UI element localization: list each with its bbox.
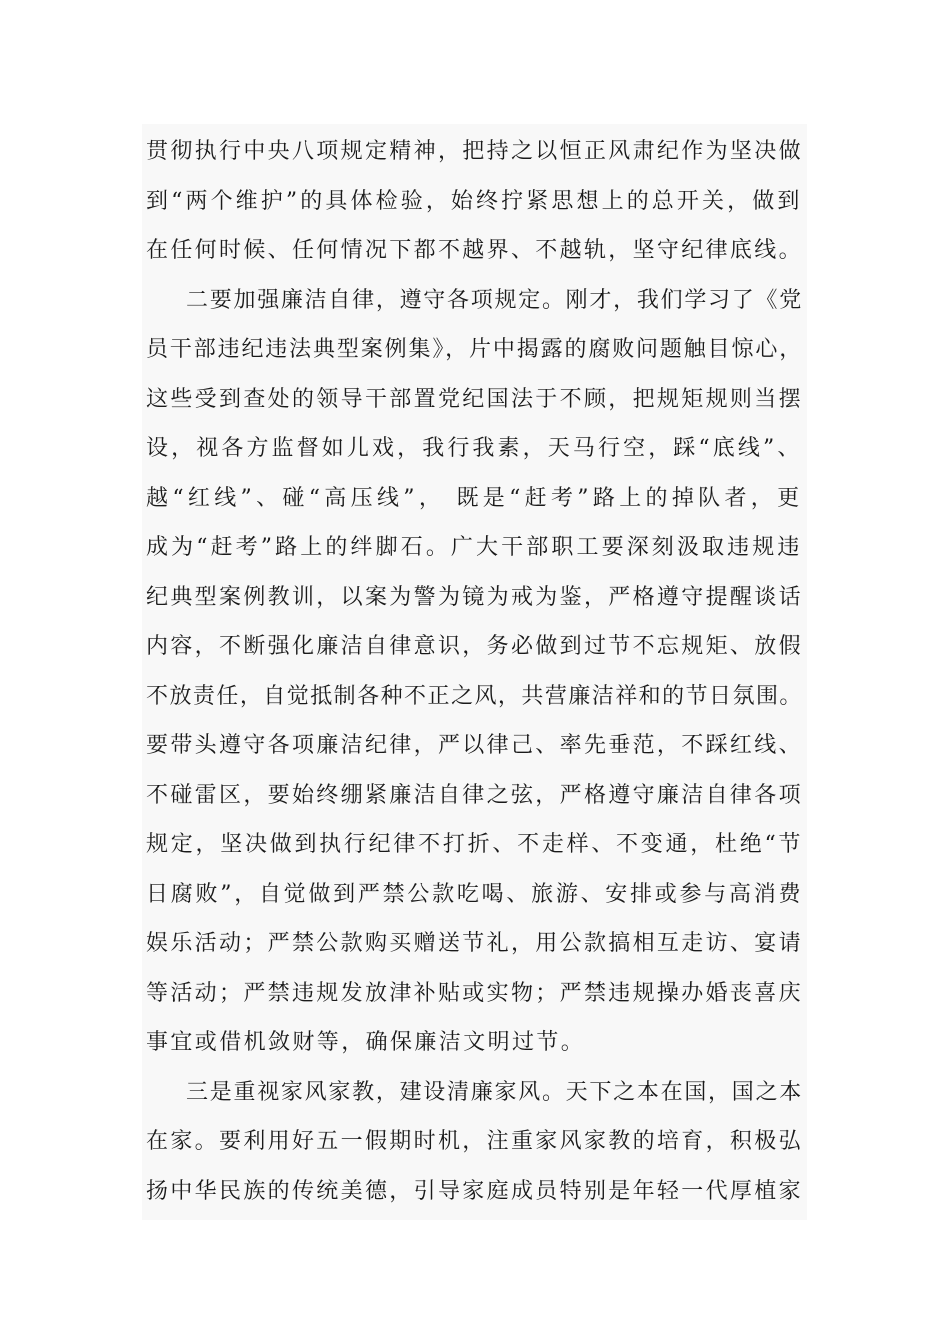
text-line: 纪典型案例教训，以案为警为镜为戒为鉴，严格遵守提醒谈话 bbox=[146, 585, 803, 610]
text-line: 在家。要利用好五一假期时机，注重家风家教的培育，积极弘 bbox=[146, 1129, 803, 1154]
text-line: 等活动；严禁违规发放津补贴或实物；严禁违规操办婚丧喜庆 bbox=[146, 981, 803, 1006]
text-line: 扬中华民族的传统美德，引导家庭成员特别是年轻一代厚植家 bbox=[146, 1179, 803, 1204]
text-line: 在任何时候、任何情况下都不越界、不越轨，坚守纪律底线。 bbox=[146, 238, 803, 263]
text-line: 事宜或借机敛财等，确保廉洁文明过节。 bbox=[146, 1030, 586, 1055]
text-line: 内容，不断强化廉洁自律意识，务必做到过节不忘规矩、放假 bbox=[146, 634, 803, 659]
text-line: 到“两个维护”的具体检验，始终拧紧思想上的总开关，做到 bbox=[146, 189, 803, 214]
text-line: 规定，坚决做到执行纪律不打折、不走样、不变通，杜绝“节 bbox=[146, 832, 804, 857]
text-line: 这些受到查处的领导干部置党纪国法于不顾，把规矩规则当摆 bbox=[146, 387, 803, 412]
text-line: 越“红线”、碰“高压线”， 既是“赶考”路上的掉队者，更 bbox=[146, 486, 804, 511]
text-line: 成为“赶考”路上的绊脚石。广大干部职工要深刻汲取违规违 bbox=[146, 535, 803, 560]
text-line: 贯彻执行中央八项规定精神，把持之以恒正风肃纪作为坚决做 bbox=[146, 139, 803, 164]
paragraph-first-line: 三是重视家风家教，建设清廉家风。天下之本在国，国之本 bbox=[186, 1080, 803, 1105]
text-line: 设，视各方监督如儿戏，我行我素，天马行空，踩“底线”、 bbox=[146, 436, 803, 461]
text-line: 不放责任，自觉抵制各种不正之风，共营廉洁祥和的节日氛围。 bbox=[146, 684, 803, 709]
text-line: 员干部违纪违法典型案例集》，片中揭露的腐败问题触目惊心， bbox=[146, 337, 804, 362]
document-text-block bbox=[142, 124, 807, 1220]
text-line: 日腐败”，自觉做到严禁公款吃喝、旅游、安排或参与高消费 bbox=[146, 882, 804, 907]
text-line: 娱乐活动；严禁公款购买赠送节礼，用公款搞相互走访、宴请 bbox=[146, 931, 803, 956]
text-line: 要带头遵守各项廉洁纪律，严以律己、率先垂范，不踩红线、 bbox=[146, 733, 803, 758]
paragraph-first-line: 二要加强廉洁自律，遵守各项规定。刚才，我们学习了《党 bbox=[186, 288, 803, 313]
text-line: 不碰雷区，要始终绷紧廉洁自律之弦，严格遵守廉洁自律各项 bbox=[146, 783, 803, 808]
